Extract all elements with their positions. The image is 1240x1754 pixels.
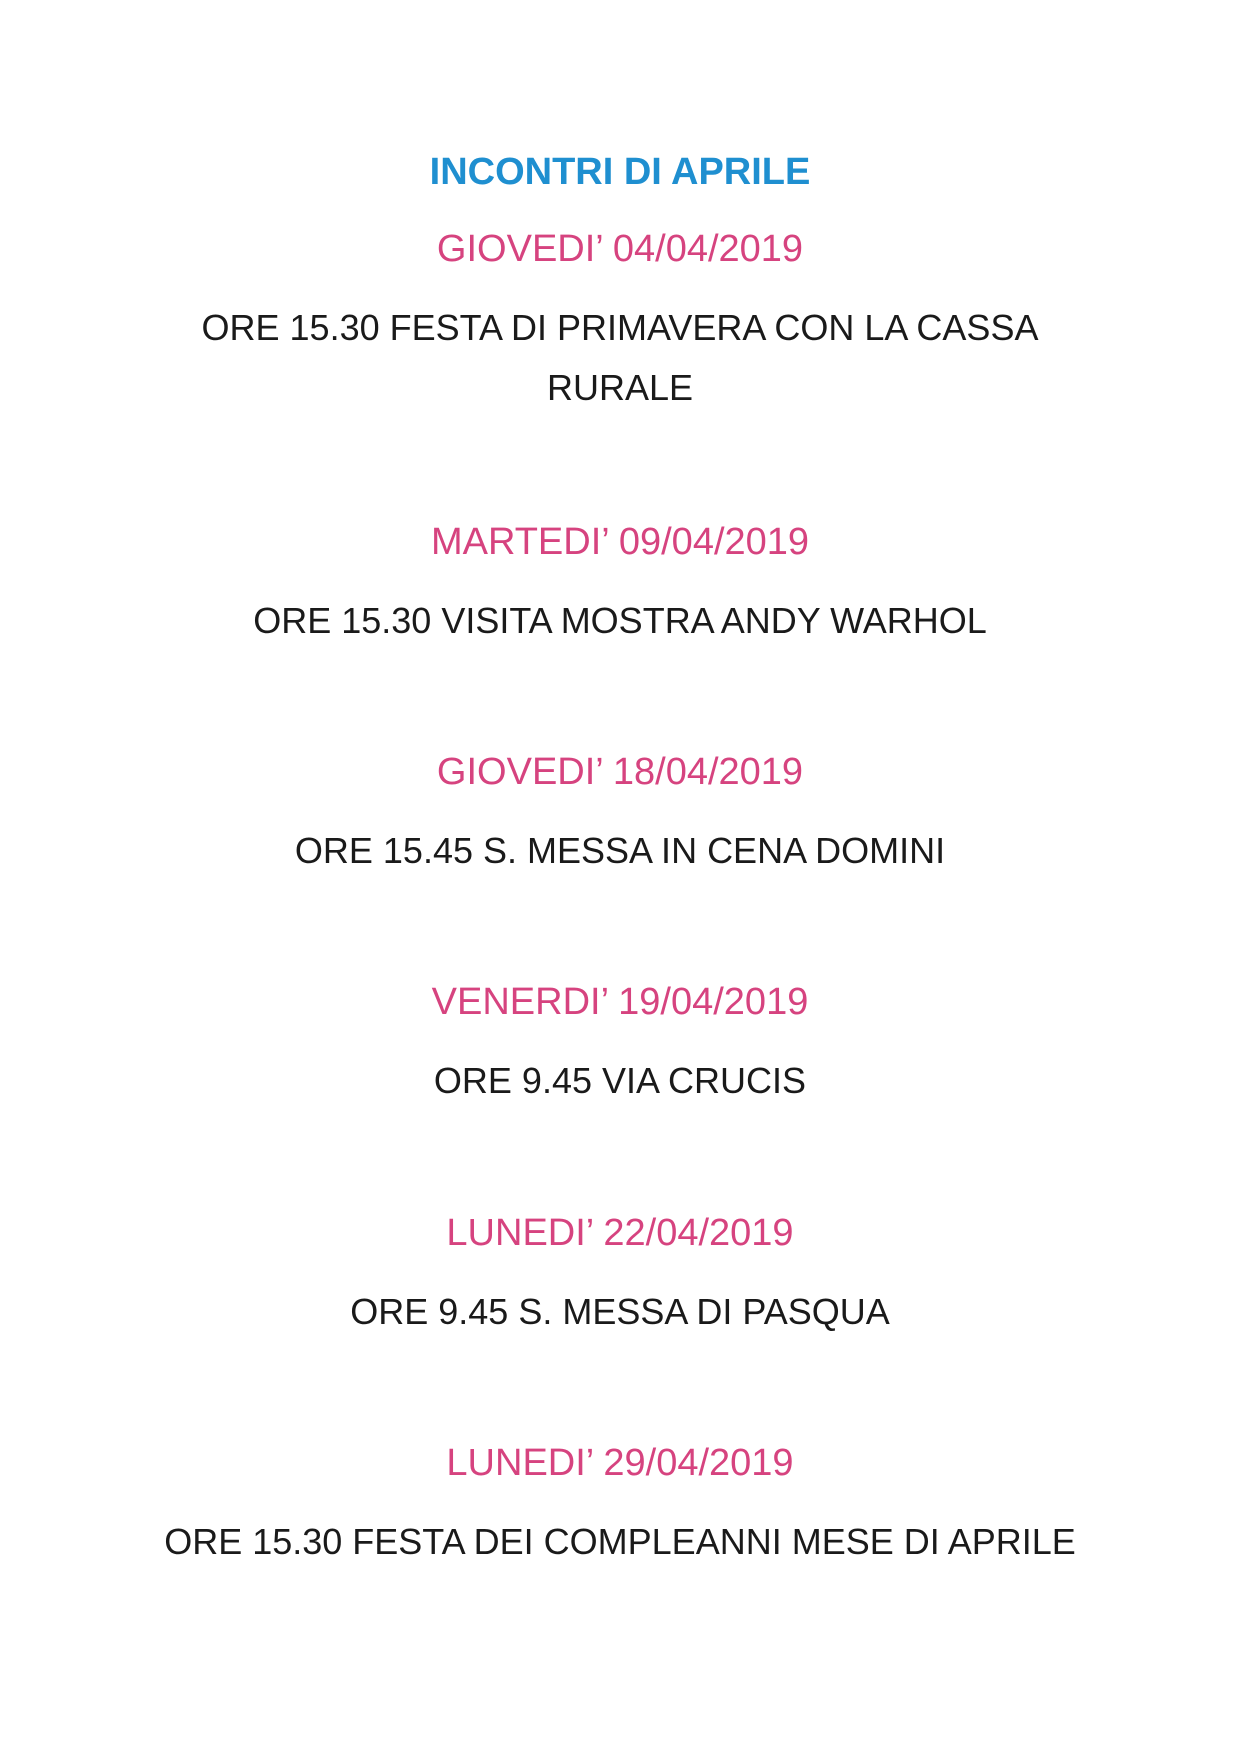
event-date: LUNEDI’ 29/04/2019 (446, 1442, 794, 1484)
event-date: MARTEDI’ 09/04/2019 (430, 521, 810, 563)
event-date: GIOVEDI’ 18/04/2019 (436, 751, 804, 793)
event-item (0, 977, 1240, 1111)
event-description: ORE 15.45 S. MESSA IN CENA DOMINI (294, 830, 946, 871)
event-item (0, 1208, 1240, 1342)
event-description: ORE 9.45 S. MESSA DI PASQUA (350, 1291, 890, 1332)
event-date: VENERDI’ 19/04/2019 (431, 981, 809, 1023)
event-date: LUNEDI’ 22/04/2019 (446, 1212, 794, 1254)
event-description: ORE 15.30 VISITA MOSTRA ANDY WARHOL (253, 600, 987, 641)
event-description: ORE 9.45 VIA CRUCIS (433, 1060, 807, 1101)
page-title: INCONTRI DI APRILE (429, 151, 811, 193)
event-item (0, 224, 1240, 418)
event-item (0, 1438, 1240, 1572)
event-item (0, 747, 1240, 881)
event-item (0, 517, 1240, 651)
event-description: ORE 15.30 FESTA DEI COMPLEANNI MESE DI APRILE (164, 1521, 1076, 1562)
event-description: ORE 15.30 FESTA DI PRIMAVERA CON LA CASSA RURALE (201, 307, 1039, 408)
event-date: GIOVEDI’ 04/04/2019 (436, 228, 804, 270)
